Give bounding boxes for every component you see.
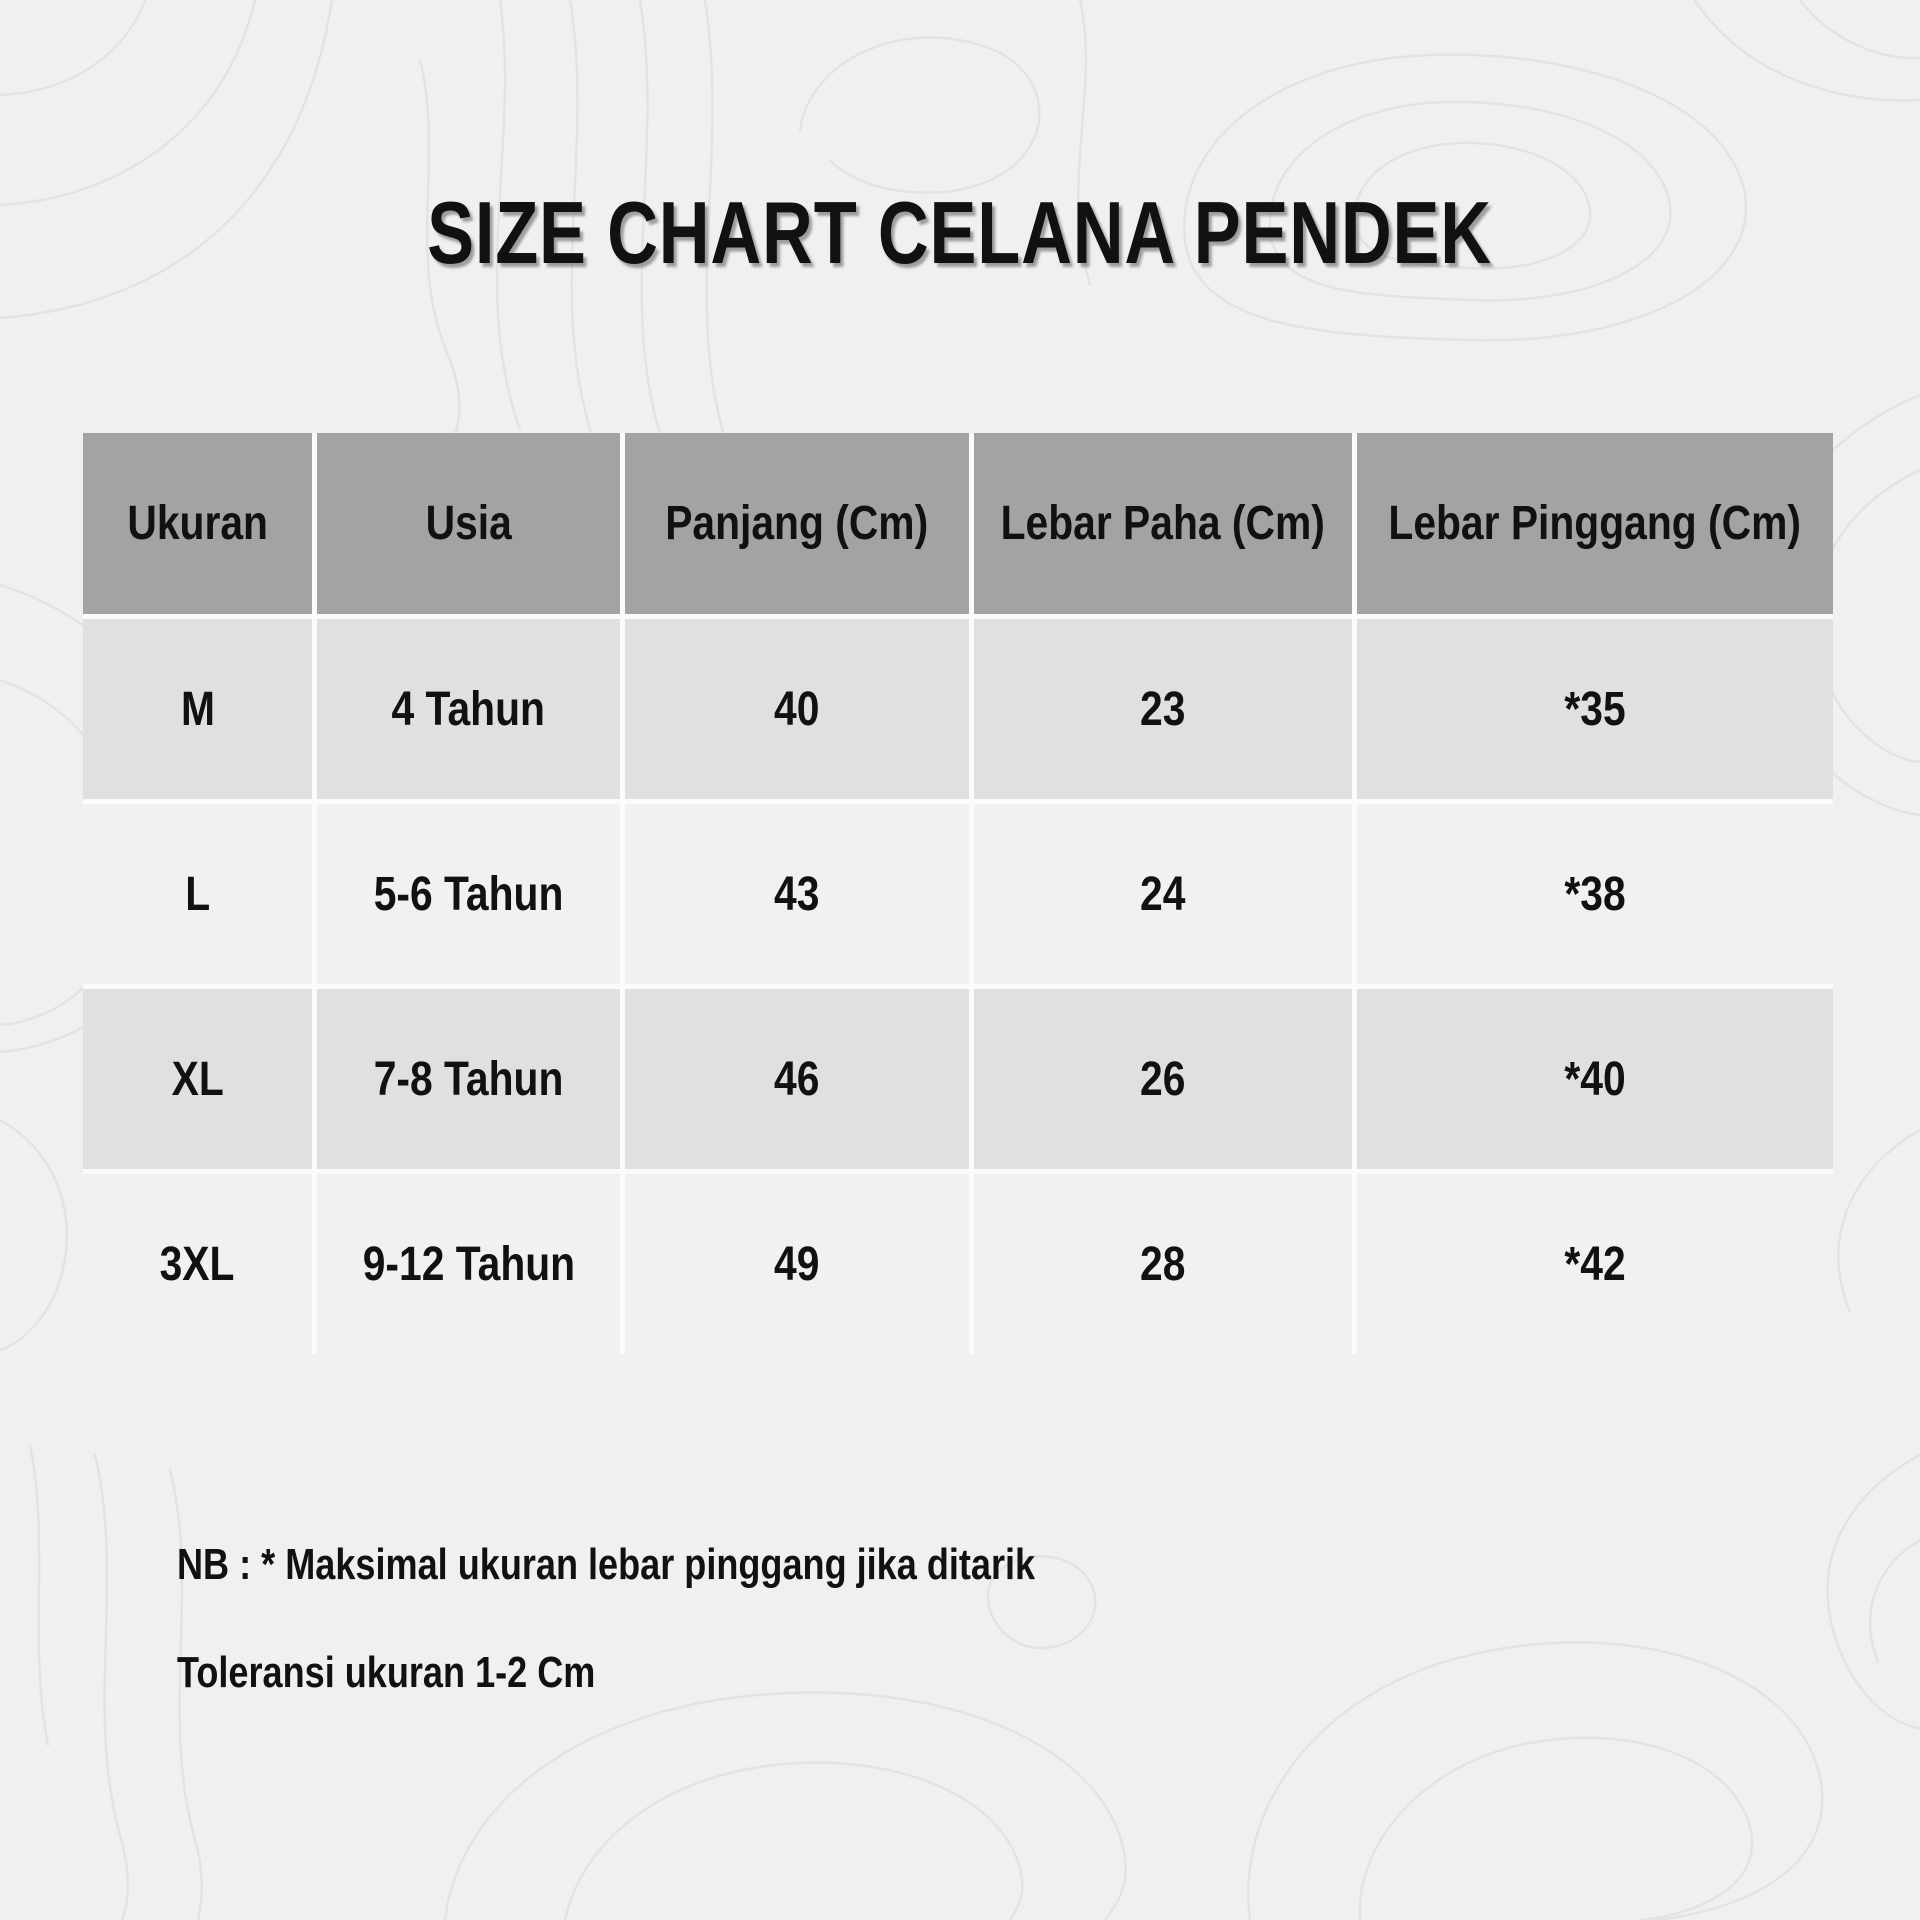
note-toleransi — [177, 1644, 1223, 1702]
cell-3xl-ukuran — [83, 1174, 312, 1354]
cell-xl-usia — [317, 989, 620, 1169]
cell-l-ukuran — [83, 804, 312, 984]
cell-3xl-lebar-paha-text: 28 — [1140, 1237, 1186, 1291]
cell-l-ukuran-text: L — [185, 867, 210, 921]
cell-m-ukuran-text: M — [180, 682, 215, 736]
notes-section — [177, 1536, 1223, 1702]
header-cell-lebar-paha — [974, 433, 1352, 614]
header-label-lebar-pinggang: Lebar Pinggang (Cm) — [1388, 497, 1802, 550]
cell-m-lebar-paha-text: 23 — [1140, 682, 1186, 736]
cell-xl-lebar-paha-text: 26 — [1140, 1052, 1186, 1106]
cell-l-lebar-paha-text: 24 — [1140, 867, 1186, 921]
header-label-ukuran: Ukuran — [127, 497, 268, 550]
cell-3xl-panjang-text: 49 — [774, 1237, 820, 1291]
cell-3xl-usia-text: 9-12 Tahun — [362, 1237, 575, 1291]
cell-m-usia-text: 4 Tahun — [391, 682, 546, 736]
cell-l-lebar-pinggang-text: *38 — [1564, 867, 1626, 921]
cell-xl-lebar-paha — [974, 989, 1352, 1169]
cell-xl-usia-text: 7-8 Tahun — [373, 1052, 564, 1106]
cell-xl-ukuran-text: XL — [171, 1052, 224, 1106]
cell-xl-ukuran — [83, 989, 312, 1169]
note-toleransi-text: Toleransi ukuran 1-2 Cm — [177, 1648, 596, 1697]
note-nb — [177, 1536, 1223, 1594]
cell-3xl-ukuran-text: 3XL — [160, 1237, 235, 1291]
cell-3xl-lebar-paha — [974, 1174, 1352, 1354]
cell-m-usia — [317, 619, 620, 799]
note-nb-text: NB : * Maksimal ukuran lebar pinggang jika ditarik — [177, 1540, 1036, 1589]
header-cell-lebar-pinggang — [1357, 433, 1833, 614]
cell-xl-lebar-pinggang-text: *40 — [1564, 1052, 1626, 1106]
cell-l-lebar-paha — [974, 804, 1352, 984]
cell-l-panjang — [625, 804, 969, 984]
page-title — [0, 163, 1920, 303]
cell-3xl-usia — [317, 1174, 620, 1354]
cell-m-lebar-pinggang — [1357, 619, 1833, 799]
cell-m-panjang-text: 40 — [774, 682, 820, 736]
cell-m-lebar-paha — [974, 619, 1352, 799]
header-cell-usia — [317, 433, 620, 614]
cell-xl-panjang-text: 46 — [774, 1052, 820, 1106]
header-cell-ukuran — [83, 433, 312, 614]
cell-l-panjang-text: 43 — [774, 867, 820, 921]
header-cell-panjang — [625, 433, 969, 614]
cell-3xl-lebar-pinggang-text: *42 — [1564, 1237, 1626, 1291]
cell-l-usia — [317, 804, 620, 984]
cell-3xl-panjang — [625, 1174, 969, 1354]
cell-l-usia-text: 5-6 Tahun — [373, 867, 564, 921]
header-label-panjang: Panjang (Cm) — [665, 497, 929, 550]
cell-l-lebar-pinggang — [1357, 804, 1833, 984]
cell-3xl-lebar-pinggang — [1357, 1174, 1833, 1354]
header-label-lebar-paha: Lebar Paha (Cm) — [1000, 497, 1326, 550]
cell-xl-lebar-pinggang — [1357, 989, 1833, 1169]
cell-m-lebar-pinggang-text: *35 — [1564, 682, 1626, 736]
cell-xl-panjang — [625, 989, 969, 1169]
header-label-usia: Usia — [425, 497, 512, 550]
page-title-text: SIZE CHART CELANA PENDEK — [427, 183, 1493, 282]
size-chart-table — [83, 433, 1833, 1354]
cell-m-ukuran — [83, 619, 312, 799]
cell-m-panjang — [625, 619, 969, 799]
